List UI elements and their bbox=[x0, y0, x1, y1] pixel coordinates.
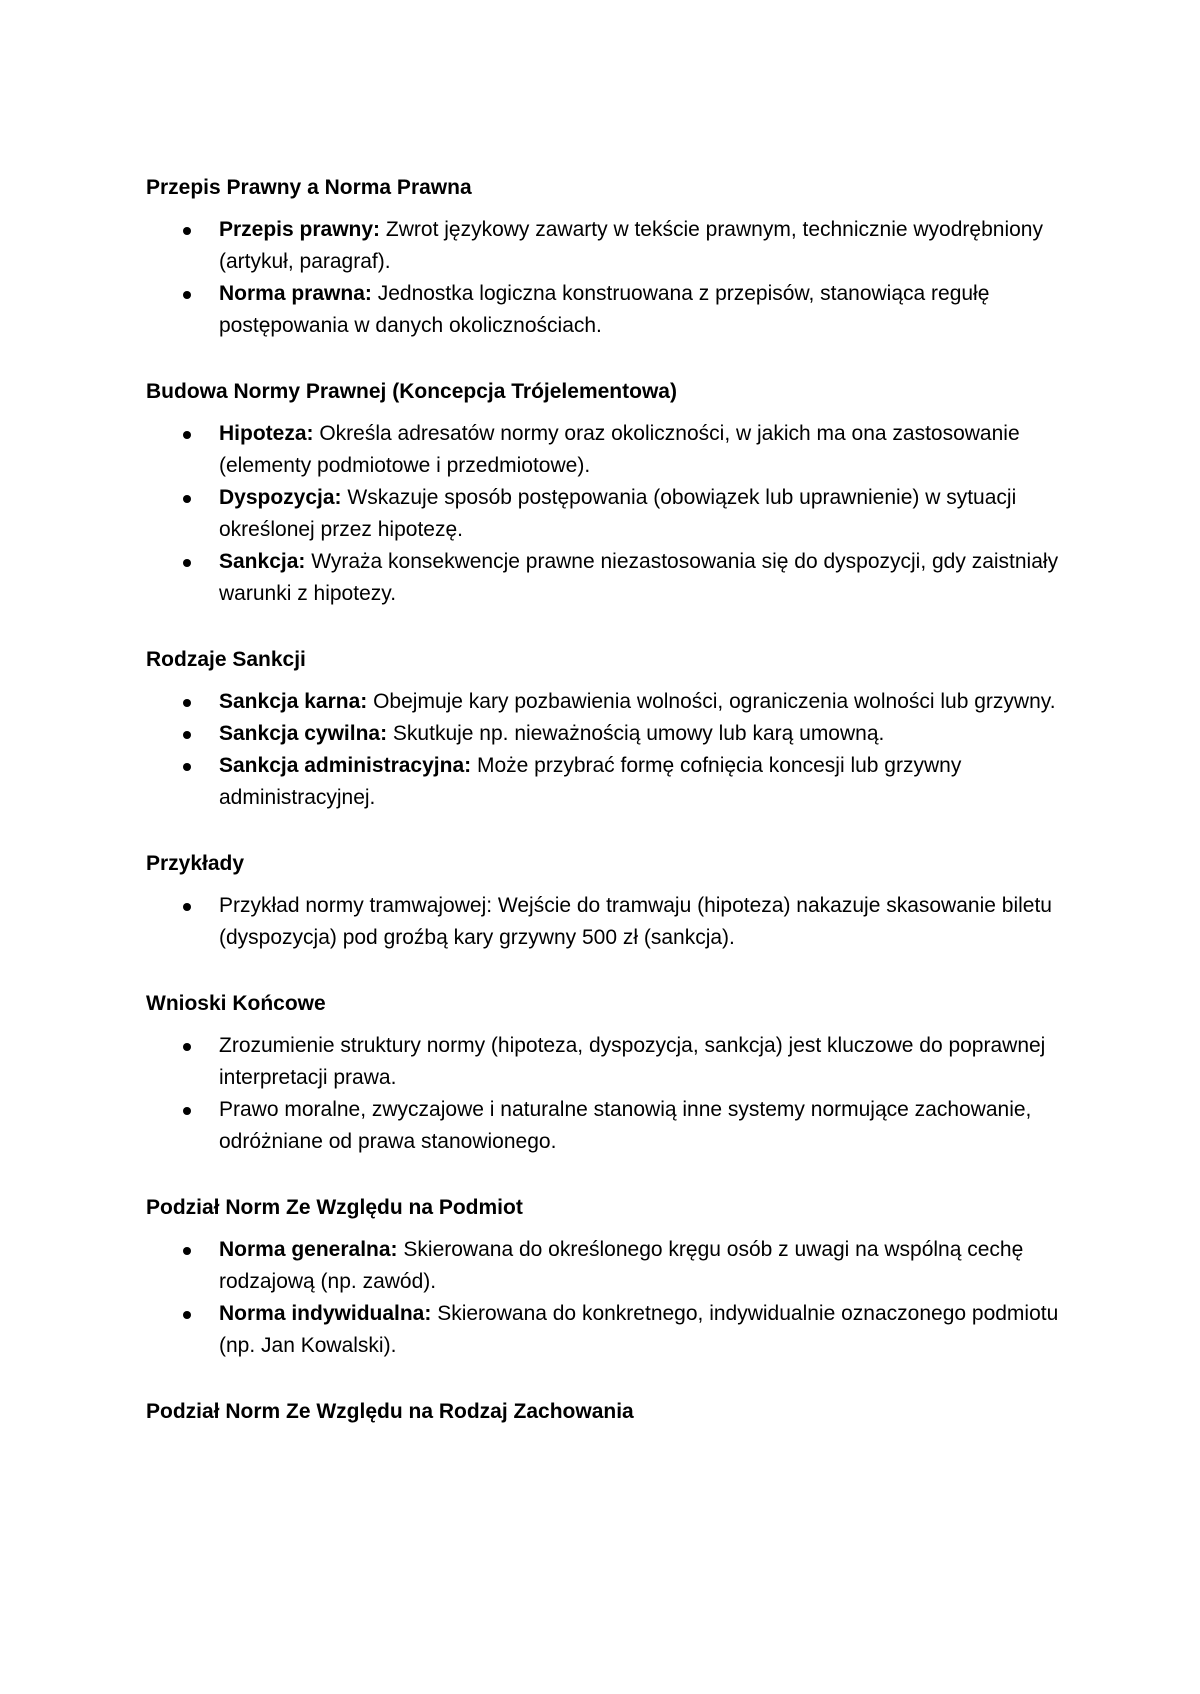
section-heading: Budowa Normy Prawnej (Koncepcja Trójelementowa) bbox=[146, 380, 677, 403]
item-text: Wyraża konsekwencje prawne niezastosowania się do dyspozycji, gdy zaistniały warunki z hipotezy. bbox=[219, 550, 1059, 605]
bullet-icon bbox=[183, 699, 191, 707]
bullet-icon bbox=[183, 495, 191, 503]
item-text: Zwrot językowy zawarty w tekście prawnym, technicznie wyodrębniony (artykuł, paragraf). bbox=[219, 218, 1043, 273]
bullet-icon bbox=[183, 1107, 191, 1115]
section-rodzaje-sankcji bbox=[146, 644, 1086, 814]
item-text: Prawo moralne, zwyczajowe i naturalne stanowią inne systemy normujące zachowanie, odróżniane od prawa stanowionego. bbox=[219, 1098, 1032, 1153]
item-text: Obejmuje kary pozbawienia wolności, ograniczenia wolności lub grzywny. bbox=[367, 690, 1056, 713]
bullet-icon bbox=[183, 559, 191, 567]
section-heading: Wnioski Końcowe bbox=[146, 992, 326, 1015]
bullet-list bbox=[146, 418, 1086, 610]
term-label: Hipoteza: bbox=[219, 422, 314, 445]
list-item bbox=[146, 1030, 1086, 1094]
bullet-list bbox=[146, 686, 1086, 814]
bullet-list bbox=[146, 1030, 1086, 1158]
bullet-list bbox=[146, 890, 1086, 954]
term-label: Dyspozycja: bbox=[219, 486, 342, 509]
list-item bbox=[146, 214, 1086, 278]
item-text: Przykład normy tramwajowej: Wejście do tramwaju (hipoteza) nakazuje skasowanie biletu (dyspozycja) pod groźbą kary grzywny 500 zł (sankcja). bbox=[219, 894, 1052, 949]
list-item bbox=[146, 482, 1086, 546]
section-przyklady bbox=[146, 848, 1086, 954]
bullet-icon bbox=[183, 291, 191, 299]
section-przepis-a-norma bbox=[146, 172, 1086, 342]
list-item bbox=[146, 546, 1086, 610]
list-item bbox=[146, 418, 1086, 482]
term-label: Sankcja administracyjna: bbox=[219, 754, 472, 777]
bullet-list bbox=[146, 214, 1086, 342]
section-wnioski bbox=[146, 988, 1086, 1158]
term-label: Sankcja karna: bbox=[219, 690, 368, 713]
bullet-icon bbox=[183, 227, 191, 235]
bullet-icon bbox=[183, 1247, 191, 1255]
bullet-icon bbox=[183, 903, 191, 911]
item-text: Skierowana do konkretnego, indywidualnie oznaczonego podmiotu (np. Jan Kowalski). bbox=[219, 1302, 1059, 1357]
bullet-icon bbox=[183, 431, 191, 439]
item-text: Zrozumienie struktury normy (hipoteza, dyspozycja, sankcja) jest kluczowe do poprawnej interpretacji prawa. bbox=[219, 1034, 1046, 1089]
section-podzial-zachowanie bbox=[146, 1396, 1086, 1428]
list-item bbox=[146, 686, 1086, 718]
term-label: Norma indywidualna: bbox=[219, 1302, 432, 1325]
bullet-icon bbox=[183, 1043, 191, 1051]
list-item bbox=[146, 1094, 1086, 1158]
item-text: Jednostka logiczna konstruowana z przepisów, stanowiąca regułę postępowania w danych okolicznościach. bbox=[219, 282, 990, 337]
section-budowa-normy bbox=[146, 376, 1086, 610]
list-item bbox=[146, 718, 1086, 750]
section-heading: Przykłady bbox=[146, 852, 245, 875]
item-text: Skutkuje np. nieważnością umowy lub karą umowną. bbox=[387, 722, 885, 745]
list-item bbox=[146, 1234, 1086, 1298]
list-item bbox=[146, 750, 1086, 814]
bullet-icon bbox=[183, 763, 191, 771]
list-item bbox=[146, 1298, 1086, 1362]
item-text: Może przybrać formę cofnięcia koncesji lub grzywny administracyjnej. bbox=[219, 754, 962, 809]
document-page bbox=[146, 172, 1086, 1438]
bullet-list bbox=[146, 1234, 1086, 1362]
section-heading: Rodzaje Sankcji bbox=[146, 648, 306, 671]
item-text: Określa adresatów normy oraz okoliczności, w jakich ma ona zastosowanie (elementy podmiotowe i przedmiotowe). bbox=[219, 422, 1020, 477]
bullet-icon bbox=[183, 1311, 191, 1319]
section-heading: Podział Norm Ze Względu na Podmiot bbox=[146, 1196, 523, 1219]
bullet-icon bbox=[183, 731, 191, 739]
list-item bbox=[146, 278, 1086, 342]
term-label: Przepis prawny: bbox=[219, 218, 381, 241]
term-label: Norma prawna: bbox=[219, 282, 372, 305]
term-label: Sankcja: bbox=[219, 550, 306, 573]
term-label: Sankcja cywilna: bbox=[219, 722, 388, 745]
section-podzial-podmiot bbox=[146, 1192, 1086, 1362]
section-heading: Przepis Prawny a Norma Prawna bbox=[146, 176, 472, 199]
item-text: Skierowana do określonego kręgu osób z uwagi na wspólną cechę rodzajową (np. zawód). bbox=[219, 1238, 1024, 1293]
section-heading: Podział Norm Ze Względu na Rodzaj Zachowania bbox=[146, 1400, 634, 1423]
item-text: Wskazuje sposób postępowania (obowiązek lub uprawnienie) w sytuacji określonej przez hipotezę. bbox=[219, 486, 1017, 541]
term-label: Norma generalna: bbox=[219, 1238, 398, 1261]
list-item bbox=[146, 890, 1086, 954]
